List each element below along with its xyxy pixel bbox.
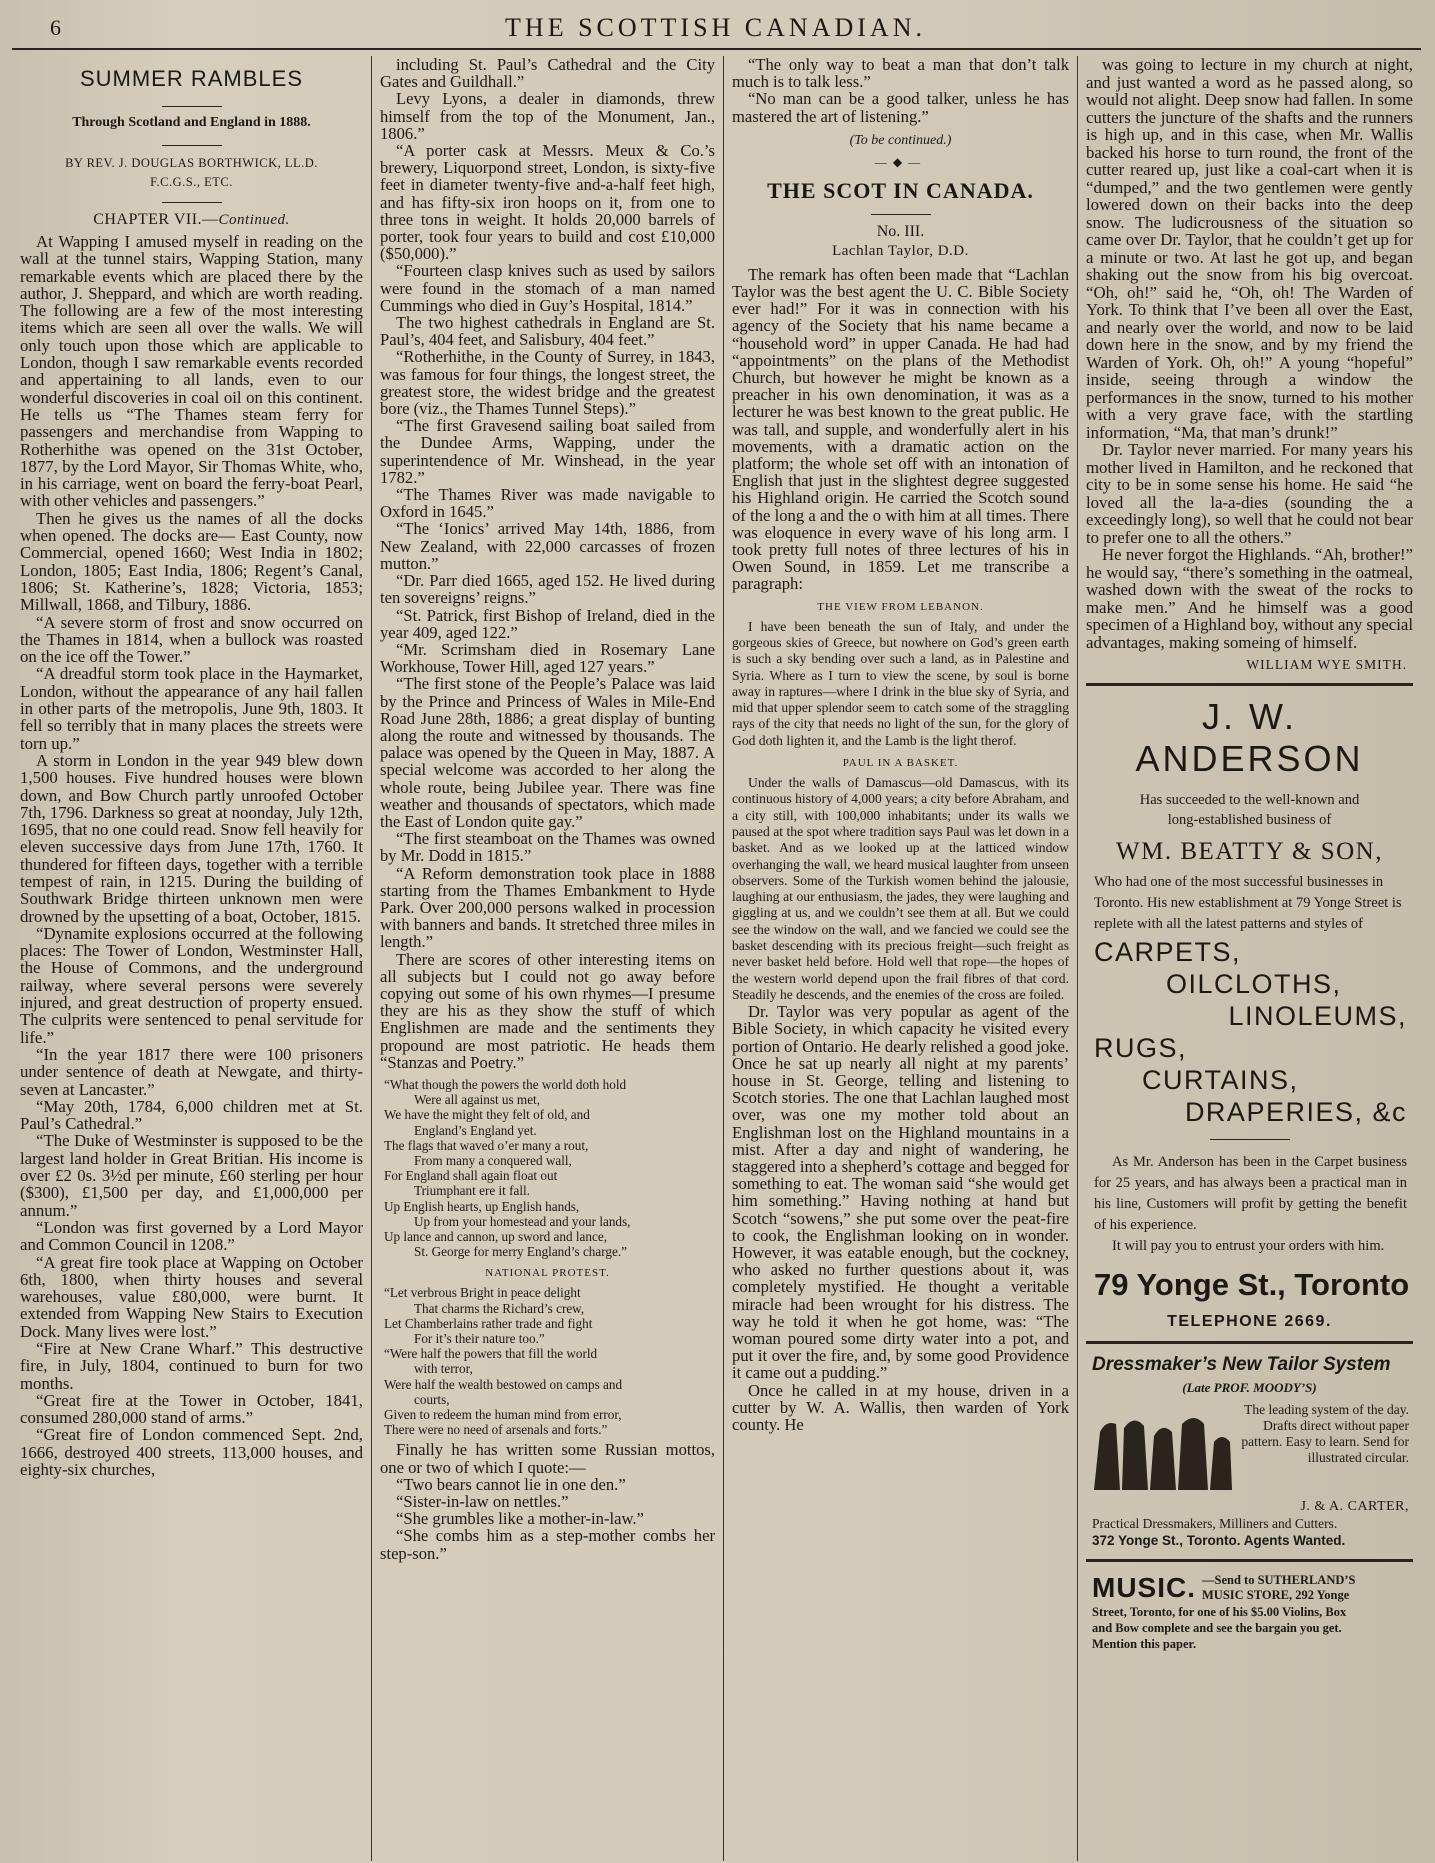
article-subject: Lachlan Taylor, D.D. <box>832 242 969 259</box>
verse-line: “Were half the powers that fill the world <box>384 1346 598 1362</box>
paragraph: “She combs him as a step-mother combs her step-son.” <box>380 1526 715 1563</box>
product-draperies: DRAPERIES, &c <box>1184 1097 1407 1127</box>
column-1 <box>12 56 372 1861</box>
column-4 <box>1078 56 1421 1861</box>
to-be-continued: (To be continued.) <box>849 132 952 148</box>
verse-line: Were half the wealth bestowed on camps and <box>384 1376 623 1392</box>
article-heading: SUMMER RAMBLES <box>79 66 304 91</box>
paragraph: “A porter cask at Messrs. Meux & Co.’s brewery, Liquorpond street, London, is sixty-five feet in diameter twenty-five and-a-half feet high, and has fifty-six iron hoops on it, from one to three tons in weight. It holds 20,000 barrels of porter, took four years to build and cost £10,000 ($50,000).” <box>380 141 715 264</box>
paragraph: “The Duke of Westminster is supposed to be the largest land holder in Great Britian. His income is over £2 0s. 3½d per minute, £60 sterling per hour ($300), £1,500 per day, and £1,000,000 per annum.” <box>20 1131 363 1220</box>
article-subtitle: Through Scotland and England in 1888. <box>72 115 311 130</box>
paragraph: “She grumbles like a mother-in-law.” <box>396 1509 644 1529</box>
verse-line: “What though the powers the world doth hold <box>384 1076 627 1092</box>
divider <box>162 202 222 203</box>
paragraph: “The first stone of the People’s Palace was laid by the Prince and Princess of Wales in Mile-End Road June 28th, 1886; a great display of bunting along the route and witnessed by thousands. The palace was opened by the Queen in May, 1887. A special welcome was accorded to her along the whole route, being Jubilee year. There was fine weather and thousands of spectators, which made the East of London quite gay.” <box>380 674 715 831</box>
paragraph: “In the year 1817 there were 100 prisoners under sentence of death at Newgate, and thirty-seven at Lancaster.” <box>20 1044 363 1099</box>
paragraph: “No man can be a good talker, unless he has mastered the art of listening.” <box>732 89 1069 126</box>
music-advertisement: MUSIC. —Send to SUTHERLAND’S MUSIC STORE, 292 Yonge Street, Toronto, for one of his $5.00 Violins, Box and Bow complete and see the bargain you get. Mention this paper. <box>1092 1572 1356 1651</box>
column-2 <box>372 56 724 1861</box>
author-signature: WILLIAM WYE SMITH. <box>1246 657 1407 672</box>
paragraph: “Sister-in-law on nettles.” <box>396 1492 569 1512</box>
masthead <box>12 8 1421 50</box>
column-3 <box>724 56 1078 1861</box>
article-number: No. III. <box>876 222 925 240</box>
article-body <box>732 1003 1069 1433</box>
verse-line: For it’s their nature too.” <box>414 1331 545 1347</box>
paragraph: “The ‘Ionics’ arrived May 14th, 1886, from New Zealand, with 22,000 carcasses of frozen mutton.” <box>380 519 715 573</box>
poem-heading: NATIONAL PROTEST. <box>485 1267 610 1280</box>
product-carpets: CARPETS, <box>1094 937 1242 967</box>
verse-line: That charms the Richard’s crew, <box>414 1300 585 1316</box>
verse-line: with terror, <box>414 1361 473 1377</box>
poem-stanzas <box>384 1077 715 1259</box>
paragraph: “Great fire at the Tower in October, 1841, consumed 280,000 stand of arms.” <box>20 1390 363 1428</box>
anderson-advertisement: J. W. ANDERSON Has succeeded to the well-known and long-established business of WM. BEATTY & SON, Who had one of the most successful businesses in Toronto. His new establishment at 79 Yonge Street is replete with all the latest patterns and styles of CARPETS, OILCLOTHS, LINOLEUMS, RUGS, CURTAINS, DRAPERIES, &c As Mr. Anderson has been in the Carpet business for 25 years, and has always been a practical man in his line, Customers will profit by getting the benefit of his experience. It will pay you to entrust your orders with him. 79 Yonge St., Toronto TELEPHONE 2669. <box>1086 696 1413 1331</box>
chapter-heading: CHAPTER VII.—Continued. <box>93 211 290 228</box>
dress-figures-illustration <box>1086 1402 1236 1497</box>
verse-line: Were all against us met, <box>414 1092 541 1108</box>
paragraph: “The first steamboat on the Thames was owned by Mr. Dodd in 1815.” <box>380 829 715 866</box>
paragraph: “Dynamite explosions occurred at the following places: The Tower of London, Westminster Hall, the House of Commons, and the underground railway, where several persons were severely injured, and great destruction of property ensued. The culprits were sentenced to penal servitude for life.” <box>20 923 363 1047</box>
paragraph: At Wapping I amused myself in reading on the wall at the tunnel stairs, Wapping Station, many remarkable events which are placed there by the author, J. Sheppard, and which are worth reading. The following are a few of the most interesting items which are seen all over the walls. We will only touch upon those which are applicable to London, though I saw remarkable events recorded and appertaining to all lands, even to our wonderful discoveries in coal oil on this continent. He tells us “The Thames steam ferry for passengers and merchandise from Wapping to Rotherhithe was opened on the 31st October, 1877, by the Lord Mayor, Sir Thomas White, who, in his carriage, went on board the ferry-boat Pearl, with other vehicles and passengers.” <box>20 232 363 511</box>
paragraph: A storm in London in the year 949 blew down 1,500 houses. Five hundred houses were blown down, and Bow Church partly unroofed October 7th, 1796. Darkness so great at noonday, July 12th, 1695, that no one could read. Snow fell heavily for eleven successive days from June 17th, 1760. It thundered for fifteen days, together with a terrible tempest of rain, in 1215. During the building of Southwark Bridge thirteen unknown men were drowned by the upsetting of a boat, October, 1815. <box>20 750 363 926</box>
verse-line: For England shall again float out <box>384 1168 558 1184</box>
product-linoleums: LINOLEUMS, <box>1228 1001 1407 1031</box>
paragraph: He never forgot the Highlands. “Ah, brother!” he would say, “there’s something in the oatmeal, washed down with the sweat of the rocks to make men.” And he himself was a good specimen of a Highland boy, without any special advantages, making someing of himself. <box>1086 545 1413 652</box>
verse-line: courts, <box>414 1391 450 1407</box>
paragraph: “Great fire of London commenced Sept. 2nd, 1666, destroyed 400 streets, 113,000 houses, and eighty-six churches, <box>20 1425 363 1480</box>
paragraph: Finally he has written some Russian mottos, one or two of which I quote:— <box>380 1440 715 1477</box>
paragraph: Levy Lyons, a dealer in diamonds, threw himself from the top of the Monument, Jan., 1806.” <box>380 89 715 143</box>
paragraph: Then he gives us the names of all the docks when opened. The docks are— East County, now Commercial, opened 1660; West India in 1802; London, 1805; East India, 1806; Regent’s Canal, 1806; St. Katherine’s, 1828; Victoria, 1853; Millwall, 1868, and Tilbury, 1886. <box>20 508 363 615</box>
paragraph: Dr. Taylor never married. For many years his mother lived in Hamilton, and he reckoned that city to be in some sense his home. He said “he loved all the la-a-dies (sounding the a exceedingly long), so well that he could not bear to prefer one to all the others.” <box>1086 440 1413 547</box>
article-body <box>380 56 715 1071</box>
verse-line: From many a conquered wall, <box>414 1153 572 1168</box>
quote-lebanon: I have been beneath the sun of Italy, and under the gorgeous skies of Greece, but nowhere on God’s green earth is such a sky bending over such a land, as in Palestine and Syria. Where as I turn to view the scene, by soul is borne away in raptures—where I drink in the blue sky of Syria, and mid that upper splendor seem to catch some of the straggling rays of the city that needs no light of the sun, for the glory of God doth lighten it, and the Lamb is the light therof. <box>732 618 1069 748</box>
divider <box>1086 683 1413 686</box>
paragraph: “A Reform demonstration took place in 1888 starting from the Thames Embankment to Hyde Park. Over 200,000 persons walked in procession with banners and bands. It stretched three miles in length.” <box>380 863 715 952</box>
verse-line: The flags that waved o’er many a rout, <box>384 1137 589 1153</box>
verse-line: Up English hearts, up English hands, <box>384 1198 580 1214</box>
paragraph: including St. Paul’s Cathedral and the City Gates and Guildhall.” <box>380 56 715 92</box>
store-address: 79 Yonge St., Toronto <box>1094 1267 1410 1302</box>
verse-line: Let Chamberlains rather trade and fight <box>384 1315 593 1331</box>
paragraph: “A severe storm of frost and snow occurred on the Thames in 1814, when a bullock was roasted on the ice off the Tower.” <box>20 612 363 667</box>
verse-line: England’s England yet. <box>414 1122 537 1138</box>
paragraph: The remark has often been made that “Lachlan Taylor was the best agent the U. C. Bible Society ever had!” For it was in connection with his agency of the Society that his name became a “household word” in upper Canada. He had had “appointments” on the plans of the Methodist Church, but however he might be known as a preacher in his own denomination, it was as a lecturer he was best known to the great public. He was tall, and supple, and wonderfully alert in his movements, with a dramatic action on the platform; the whole set off with an intonation of English that just in the slightest degree suggested his Highland origin. He carried the Scotch sound of the long a and the o with him at all times. There was eloquence in every wave of his long arm. I took pretty full notes of three lectures of his in Owen Sound, in 1859. Let me transcribe a paragraph: <box>732 264 1069 594</box>
quote-heading: PAUL IN A BASKET. <box>842 757 959 770</box>
paragraph: Once he called in at my house, driven in a cutter by W. A. Wallis, then warden of York county. He <box>732 1380 1069 1435</box>
paragraph: “A great fire took place at Wapping on October 6th, 1800, when thirty houses and several warehouses, value £80,000, were burnt. It extended from Wapping New Stairs to Execution Dock. Many lives were lost.” <box>20 1252 363 1341</box>
paragraph: “Fourteen clasp knives such as used by sailors were found in the stomach of a man named Cummings who died in Guy’s Hospital, 1814.” <box>380 261 715 315</box>
page-number: 6 <box>50 15 61 40</box>
product-oilcloths: OILCLOTHS, <box>1166 969 1342 999</box>
article-body <box>732 266 1069 593</box>
paragraph: There are scores of other interesting items on all subjects but I could not go away before copying out some of his own rhymes—I presume they are his as they show the stuff of which Englishmen are made and the sentiments they propound are most patriotic. He heads them “Stanzas and Poetry.” <box>380 949 715 1072</box>
paragraph: “The only way to beat a man that don’t talk much is to talk less.” <box>732 56 1069 92</box>
verse-line: Up lance and cannon, up sword and lance, <box>384 1229 608 1245</box>
verse-line: “Let verbrous Bright in peace delight <box>384 1285 581 1301</box>
firm-name: WM. BEATTY & SON, <box>1116 838 1383 865</box>
paragraph: “Dr. Parr died 1665, aged 152. He lived during ten sovereigns’ reigns.” <box>380 571 715 608</box>
article-body <box>380 1441 715 1561</box>
paragraph: was going to lecture in my church at night, and just wanted a word as he passed along, so would not alight. Deep snow had fallen. In some cutters the juncture of the shafts and the runners is high up, and in this case, when Mr. Wallis backed his horse to turn round, the front of the cutter reared up, just like a coal-cart when it is “dumped,” and the two gentlemen were gently lowered down on their backs into the deep snow. The ludicrousness of the situation so came over Dr. Taylor, that he couldn’t get up for a minute or two. At last he got up, and began shaking out the snow from his big overcoat. “Oh, oh!” said he, “Oh, oh! The Warden of York. To think that I’ve been all over the East, and nearly over the world, and now to be laid down here in the snow, and by my friend the Warden of York. Oh, oh!” A young “hopeful” inside, seeing through a window the performances in the snow, turned to his mother with a very grave face, with the startling information, “Ma, that man’s drunk!” <box>1086 56 1413 442</box>
advertiser-name: J. W. ANDERSON <box>1135 696 1364 779</box>
verse-line: Up from your homestead and your lands, <box>414 1213 631 1229</box>
divider <box>162 145 222 146</box>
paragraph: “St. Patrick, first Bishop of Ireland, died in the year 409, aged 122.” <box>380 605 715 642</box>
verse-line: There were no need of arsenals and forts.” <box>384 1422 608 1438</box>
paragraph: “May 20th, 1784, 6,000 children met at St. Paul’s Cathedral.” <box>20 1096 363 1134</box>
ornament: —◆— <box>874 154 927 169</box>
divider <box>1086 1341 1413 1344</box>
verse-line: We have the might they felt of old, and <box>384 1107 590 1123</box>
paragraph: “A dreadful storm took place in the Haymarket, London, without the appearance of any hail fallen in other parts of the metropolis, June 9th, 1803. It fell so terribly that in many places the streets were torn up.” <box>20 664 363 753</box>
telephone-number: TELEPHONE 2669. <box>1167 1313 1332 1330</box>
article-body <box>1086 56 1413 651</box>
newspaper-title: THE SCOTTISH CANADIAN. <box>505 13 926 42</box>
verse-line: Given to redeem the human mind from error, <box>384 1407 622 1423</box>
divider <box>1086 1559 1413 1562</box>
byline: BY REV. J. DOUGLAS BORTHWICK, LL.D. F.C.G.S., ETC. <box>65 156 318 189</box>
quote-basket: Under the walls of Damascus—old Damascus, with its continuous history of 4,000 years; a city before Abraham, and a city still, with 100,000 inhabitants; under its walls we paused at the spot where tradition says Paul was let down in a basket. And as we looked up at the latticed window overhanging the wall, we heard musical laughter from unseen observers. Some of the Turkish women behind the jalousie, laughing at our enthusiasm, the jades, they were laughing and giggling at us, and we couldn’t see them at all. But we could see the window on the wall, and we fancied we could see the basket descending with its precious freight—such freight as never basket held before. Hold well that rope—the hopes of the western world depend upon the frail fibres of that cord. Steadily he descends, and the enemies of the cross are foiled. <box>732 775 1069 1002</box>
divider <box>871 214 931 215</box>
dressmaker-advertisement: Dressmaker’s New Tailor System (Late PROF. MOODY’S) The leading system of the day. Drafts direct without paper pattern. Easy to learn. Send for illustrated circular. J. & A. CARTER, Practical Dressmakers, Milliners and Cutters. 372 Yonge St., Toronto. Agents Wanted. <box>1086 1354 1413 1549</box>
paragraph: “The Thames River was made navigable to Oxford in 1645.” <box>380 485 715 522</box>
product-rugs: RUGS, <box>1094 1033 1188 1063</box>
quote-heading: THE VIEW FROM LEBANON. <box>817 600 984 613</box>
verse-line: Triumphant ere it fall. <box>414 1183 530 1199</box>
article-body <box>732 56 1069 125</box>
columns <box>12 56 1421 1861</box>
verse-line: St. George for merry England’s charge.” <box>414 1244 628 1260</box>
article-body <box>20 233 363 1478</box>
article-heading: THE SCOT IN CANADA. <box>767 177 1034 203</box>
paragraph: The two highest cathedrals in England are St. Paul’s, 404 feet, and Salisbury, 404 feet.” <box>380 313 715 350</box>
product-curtains: CURTAINS, <box>1142 1065 1299 1095</box>
paragraph: “Fire at New Crane Wharf.” This destructive fire, in July, 1804, continued to burn for two months. <box>20 1339 363 1393</box>
poem-national-protest <box>384 1285 715 1437</box>
paragraph: “The first Gravesend sailing boat sailed from the Dundee Arms, Wapping, under the superintendence of Mr. Winshead, in the year 1782.” <box>380 416 715 487</box>
paragraph: “Mr. Scrimsham died in Rosemary Lane Workhouse, Tower Hill, aged 127 years.” <box>380 639 715 677</box>
paragraph: “London was first governed by a Lord Mayor and Common Council in 1208.” <box>20 1217 363 1255</box>
paragraph: “Two bears cannot lie in one den.” <box>396 1474 626 1494</box>
divider <box>1210 1139 1290 1140</box>
paragraph: “Rotherhithe, in the County of Surrey, in 1843, was famous for four things, the longest street, the greatest store, the widest bridge and the greatest bore (viz., the Thames Tunnel Steps).” <box>380 347 715 419</box>
divider <box>162 106 222 107</box>
paragraph: Dr. Taylor was very popular as agent of the Bible Society, in which capacity he visited every portion of Ontario. He dearly relished a good joke. Once he sat up nearly all night at my parents’ house in St. George, telling and listening to Scotch stories. The one that Lachlan laughed most over, was one my mother told about an Englishman lost on the Highland mountains in a mist. After a day and night of wandering, he staggered into a shepherd’s cottage and begged for something to eat. The woman said “she would get him something.” Having nothing at hand but Scotch “sowens,” she put some over the peat-fire to cook, the Englishman looking on in wonder. However, it was eatable enough, but the cockney, who asked no further questions about it, was completely mystified. He thought a veritable miracle had been wrought for his distress. The way he told it when he got home, was: “The woman poured some dirty water into a pot, and put it over the fire, and, by some good Providence it came out a pudding.” <box>732 1002 1069 1383</box>
